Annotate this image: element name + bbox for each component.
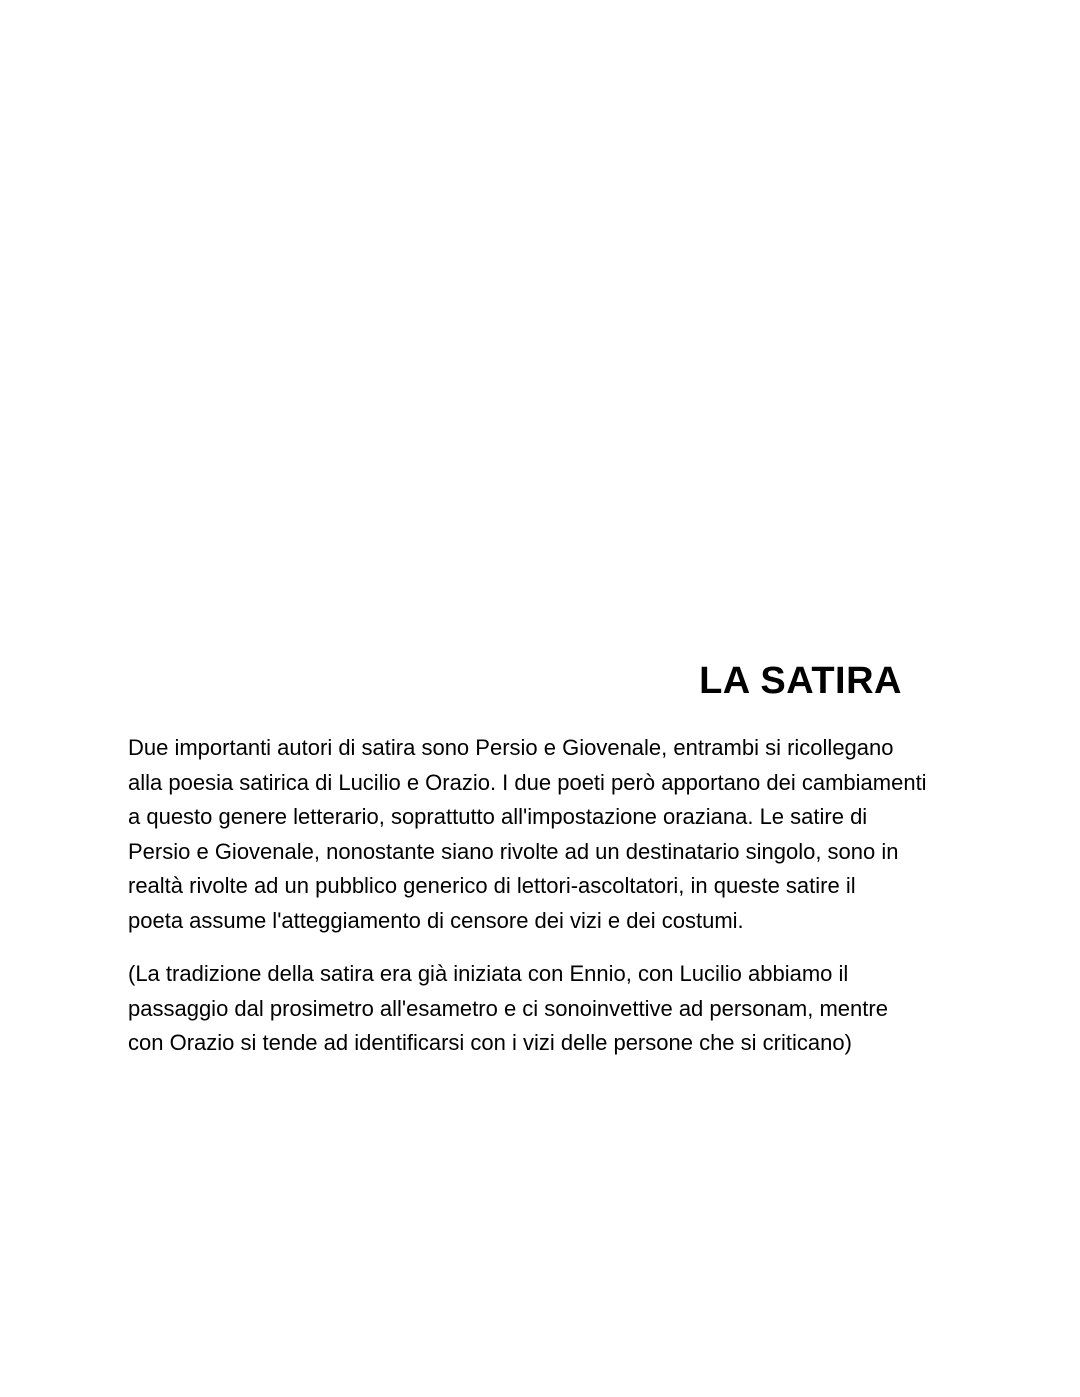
text-line: a questo genere letterario, soprattutto all'impostazione oraziana. Le satire di xyxy=(128,804,868,829)
text-line: realtà rivolte ad un pubblico generico di lettori-ascoltatori, in queste satire il xyxy=(128,873,856,898)
paragraph-intro xyxy=(128,731,968,938)
text-line: passaggio dal prosimetro all'esametro e ci sonoinvettive ad personam, mentre xyxy=(128,995,888,1021)
text-line: (La tradizione della satira era già iniziata con Ennio, con Lucilio abbiamo il xyxy=(128,961,849,986)
paragraph-note xyxy=(128,957,968,1061)
text-line: alla poesia satirica di Lucilio e Orazio. I due poeti però apportano dei cambiamenti xyxy=(128,769,927,795)
text-line: con Orazio si tende ad identificarsi con i vizi delle persone che si criticano) xyxy=(128,1030,852,1055)
text-line: Due importanti autori di satira sono Persio e Giovenale, entrambi si ricollegano xyxy=(128,735,894,760)
text-line: poeta assume l'atteggiamento di censore dei vizi e dei costumi. xyxy=(128,907,744,933)
page-title: LA SATIRA xyxy=(699,660,902,702)
text-line: Persio e Giovenale, nonostante siano rivolte ad un destinatario singolo, sono in xyxy=(128,838,899,864)
